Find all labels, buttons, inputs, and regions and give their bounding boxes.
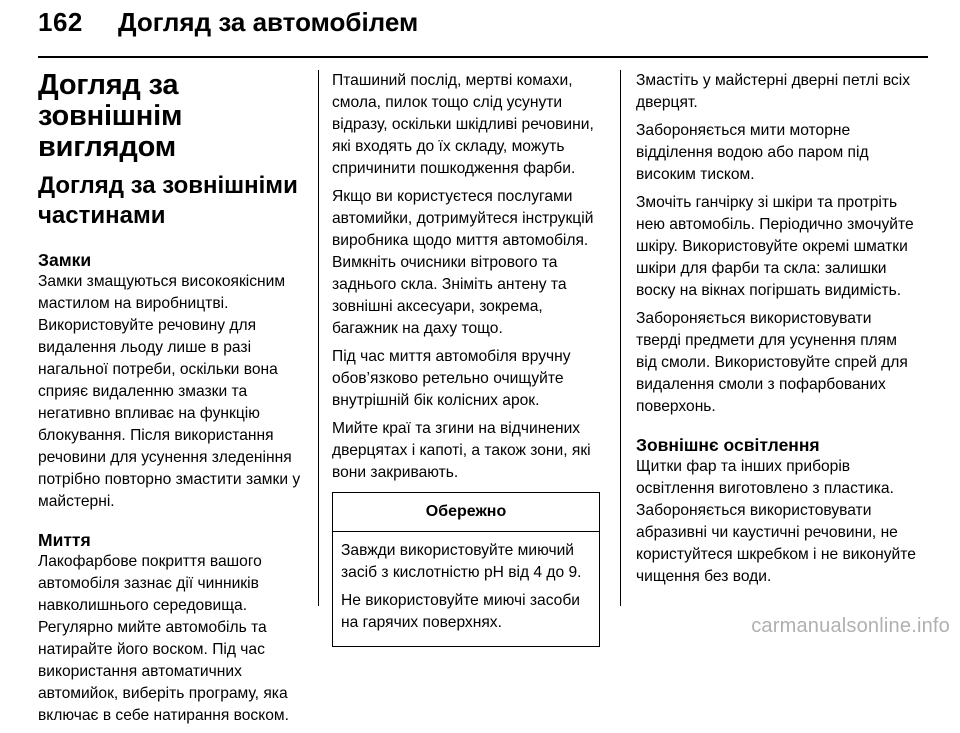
caution-heading: Обережно <box>333 493 599 532</box>
page-number: 162 <box>38 7 83 37</box>
paragraph: Забороняється використовувати тверді предмети для усунення плям від смоли. Використовуйте спрей для видалення смоли з пофарбованих поверхонь. <box>636 310 908 415</box>
column-3 <box>636 70 920 594</box>
caution-text: Не використовуйте миючі засоби на гарячих поверхнях. <box>341 592 580 631</box>
column-2 <box>332 70 602 647</box>
locks-heading: Замки <box>38 250 92 270</box>
caution-text: Завжди використовуйте миючий засіб з кислотністю pH від 4 до 9. <box>341 542 582 581</box>
column-divider <box>620 70 621 606</box>
paragraph: Змастіть у майстерні дверні петлі всіх дверцят. <box>636 72 910 111</box>
lighting-text: Щитки фар та інших приборів освітлення виготовлено з пластика. Забороняється використовувати абразивні чи каустичні речовини, не користуйтеся шкребком і не виконуйте чищення без води. <box>636 458 916 585</box>
section-title: Догляд за зовнішнім виглядом <box>38 69 183 163</box>
page-header <box>38 7 928 47</box>
header-rule <box>38 56 928 58</box>
column-1 <box>38 70 304 733</box>
paragraph: Якщо ви користуєтеся послугами автомийки, дотримуйтеся інструкцій виробника щодо миття автомобіля. Вимкніть очисники вітрового та заднього скла. Зніміть антену та зовнішні аксесуари, зокрема, багажник на даху тощо. <box>332 188 594 337</box>
paragraph: Змочіть ганчірку зі шкіри та протріть нею автомобіль. Періодично змочуйте шкіру. Використовуйте окремі шматки шкіри для фарби та скла: залишки воску на вікнах погіршать видимість. <box>636 194 914 299</box>
locks-text: Замки змащуються високоякісним мастилом на виробництві. Використовуйте речовину для видалення льоду лише в разі нагальної потреби, оскільки вона сприяє видаленню змазки та негативно впливає на функцію блокування. Після використання речовини для усунення зледеніння потрібно повторно змастити замки у майстерні. <box>38 273 301 510</box>
paragraph: Мийте краї та згини на відчинених дверцятах і капоті, а також зони, які вони закривають. <box>332 420 591 481</box>
column-divider <box>318 70 319 606</box>
lighting-heading: Зовнішнє освітлення <box>636 435 820 455</box>
subsection-title: Догляд за зовнішніми частинами <box>38 172 298 229</box>
washing-heading: Миття <box>38 530 91 550</box>
paragraph: Під час миття автомобіля вручну обов’язково ретельно очищуйте внутрішній бік колісних арок. <box>332 348 571 409</box>
paragraph: Забороняється мити моторне відділення водою або паром під високим тиском. <box>636 122 869 183</box>
caution-box <box>332 492 600 647</box>
watermark: carmanualsonline.info <box>751 615 950 637</box>
washing-text: Лакофарбове покриття вашого автомобіля зазнає дії чинників навколишнього середовища. Регулярно мийте автомобіль та натирайте його воском. Під час використання автоматичних автомийок, виберіть програму, яка включає в себе натирання воском. <box>38 553 289 724</box>
running-title: Догляд за автомобілем <box>118 7 419 37</box>
paragraph: Пташиний послід, мертві комахи, смола, пилок тощо слід усунути відразу, оскільки шкідливі речовини, які входять до їх складу, можуть спричинити пошкодження фарби. <box>332 72 594 177</box>
